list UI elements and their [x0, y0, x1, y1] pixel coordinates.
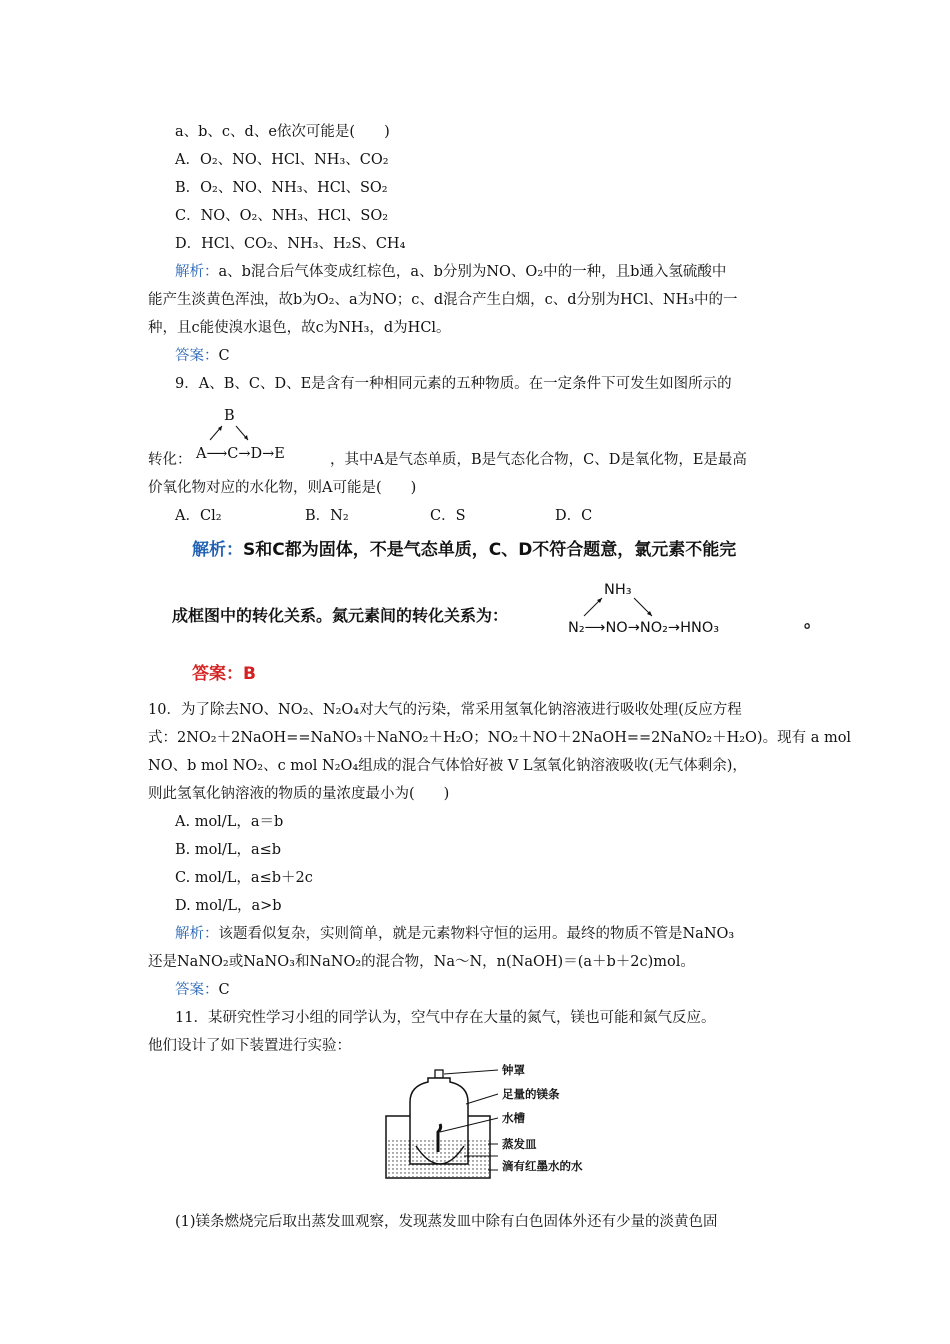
label-red-ink-water: 滴有红墨水的水	[502, 1159, 583, 1173]
q8-analysis-line1: 解析：a、b混合后气体变成红棕色，a、b分别为NO、O₂中的一种，且b通入氢硫酸中	[175, 264, 727, 280]
q9-option-a: A．Cl₂	[175, 508, 222, 524]
q10-option-b: B. mol/L，a≤b	[175, 842, 282, 858]
q9-option-c: C．S	[430, 508, 466, 524]
q10-line4: 则此氢氧化钠溶液的物质的量浓度最小为( )	[148, 786, 450, 802]
q11-sub1: (1)镁条燃烧完后取出蒸发皿观察，发现蒸发皿中除有白色固体外还有少量的淡黄色固	[175, 1214, 718, 1230]
q9-stem-after: ，其中A是气态单质，B是气态化合物，C、D是氧化物，E是最高	[330, 452, 747, 468]
n-diagram-top: NH₃	[604, 582, 632, 598]
n-diagram-end: 。	[804, 612, 821, 632]
q10-option-d: D. mol/L，a>b	[175, 898, 282, 914]
q10-option-a: A. mol/L，a＝b	[175, 814, 284, 830]
q9-option-d: D．C	[555, 508, 593, 524]
q8-answer: 答案：C	[175, 348, 230, 364]
q10-analysis-line2: 还是NaNO₂或NaNO₃和NaNO₂的混合物，Na～N，n(NaOH)＝(a＋b＋2c)mol。	[148, 954, 695, 970]
q9-stem-line3: 价氧化物对应的水化物，则A可能是( )	[148, 480, 417, 496]
q9-diagram-chain: A⟶C→D→E	[196, 446, 285, 462]
q9-conversion-diagram	[196, 404, 326, 468]
q8-option-c: C．NO、O₂、NH₃、HCl、SO₂	[175, 208, 389, 224]
q8-option-b: B．O₂、NO、NH₃、HCl、SO₂	[175, 180, 388, 196]
q9-option-b: B．N₂	[305, 508, 349, 524]
q8-analysis-line2: 能产生淡黄色浑浊，故b为O₂、a为NO；c、d混合产生白烟，c、d分别为HCl、NH₃中的一	[148, 292, 738, 308]
q10-option-c: C. mol/L，a≤b＋2c	[175, 870, 313, 886]
apparatus-drawing	[380, 1064, 620, 1190]
q11-line1: 11．某研究性学习小组的同学认为，空气中存在大量的氮气，镁也可能和氮气反应。	[175, 1010, 716, 1026]
q9-stem-line1: 9．A、B、C、D、E是含有一种相同元素的五种物质。在一定条件下可发生如图所示的	[175, 376, 732, 392]
label-magnesium-ribbon: 足量的镁条	[502, 1087, 560, 1101]
q9-analysis-line2: 成框图中的转化关系。氮元素间的转化关系为：	[172, 606, 509, 625]
q9-analysis-label: 解析：	[192, 540, 243, 560]
q9-answer: 答案：B	[192, 664, 256, 684]
q8-stem: a、b、c、d、e依次可能是( )	[175, 124, 390, 140]
q8-option-a: A．O₂、NO、HCl、NH₃、CO₂	[175, 152, 389, 168]
q10-answer-label: 答案：	[175, 982, 219, 998]
q8-answer-label: 答案：	[175, 348, 219, 364]
q8-option-d: D．HCl、CO₂、NH₃、H₂S、CH₄	[175, 236, 406, 252]
label-evaporating-dish: 蒸发皿	[502, 1137, 537, 1151]
q8-analysis-line3: 种，且c能使溴水退色，故c为NH₃，d为HCl。	[148, 320, 451, 336]
q11-apparatus-figure	[380, 1064, 620, 1190]
label-water-trough: 水槽	[502, 1111, 525, 1125]
q8-analysis-label: 解析：	[175, 264, 219, 280]
q9-answer-label: 答案：	[192, 664, 243, 684]
q10-line3: NO、b mol NO₂、c mol N₂O₄组成的混合气体恰好被 V L氢氧化钠溶液吸收(无气体剩余)，	[148, 758, 747, 774]
q10-line1: 10．为了除去NO、NO₂、N₂O₄对大气的污染，常采用氢氧化钠溶液进行吸收处理(反应方程	[148, 702, 742, 718]
q10-analysis-line1: 解析：该题看似复杂，实则简单，就是元素物料守恒的运用。最终的物质不管是NaNO₃	[175, 926, 735, 942]
n-diagram-chain: N₂⟶NO→NO₂→HNO₃	[568, 620, 720, 636]
q10-answer: 答案：C	[175, 982, 230, 998]
q9-diagram-top: B	[224, 408, 235, 424]
q9-analysis-line1: 解析：S和C都为固体，不是气态单质，C、D不符合题意，氯元素不能完	[192, 540, 737, 560]
q10-line2: 式：2NO₂＋2NaOH==NaNO₃＋NaNO₂＋H₂O；NO₂＋NO＋2NaOH==2NaNO₂＋H₂O)。现有 a mol	[148, 730, 852, 746]
q10-analysis-label: 解析：	[175, 926, 219, 942]
nitrogen-conversion-diagram	[568, 578, 821, 642]
q11-line2: 他们设计了如下装置进行实验：	[148, 1038, 351, 1054]
q9-stem-prefix: 转化：	[148, 452, 192, 468]
label-bell-jar: 钟罩	[502, 1063, 525, 1077]
